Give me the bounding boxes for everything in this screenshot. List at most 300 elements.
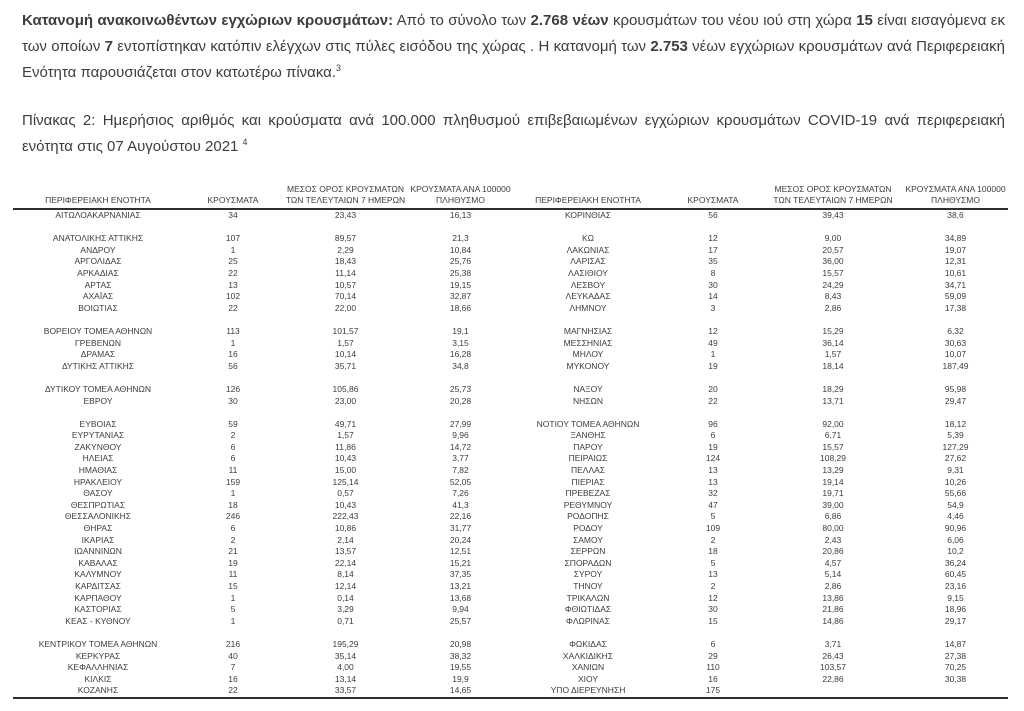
value-cell: 101,57 <box>332 325 359 336</box>
region-name-cell: ΚΕΡΚΥΡΑΣ <box>75 650 121 661</box>
value-cell: 27,38 <box>944 650 967 661</box>
value-cell: 16 <box>228 673 238 684</box>
value-cell: 34 <box>228 210 238 220</box>
value-cell: 27,99 <box>449 418 472 429</box>
value-cell: 13,71 <box>822 395 844 406</box>
value-cell: 2 <box>230 534 236 545</box>
region-name-cell: ΙΚΑΡΙΑΣ <box>81 534 115 545</box>
table-row <box>13 453 1008 465</box>
value-cell: 25,38 <box>449 267 472 278</box>
value-cell: 20,24 <box>449 534 472 545</box>
value-cell: 3,71 <box>824 638 842 649</box>
region-name-cell: ΛΕΥΚΑΔΑΣ <box>565 291 611 302</box>
value-cell: 25,73 <box>449 383 472 394</box>
region-name-cell: ΠΑΡΟΥ <box>573 441 603 452</box>
value-cell: 22 <box>228 267 238 278</box>
value-cell: 1 <box>230 337 236 348</box>
value-cell: 124 <box>705 453 721 464</box>
table-row <box>13 349 1008 361</box>
region-name-cell: ΣΥΡΟΥ <box>573 569 603 580</box>
value-cell: 127,29 <box>942 441 969 452</box>
value-cell: 6 <box>710 638 716 649</box>
value-cell: 19,1 <box>452 325 469 336</box>
region-name-cell: ΑΙΤΩΛΟΑΚΑΡΝΑΝΙΑΣ <box>55 210 141 220</box>
region-name-cell: ΣΕΡΡΩΝ <box>570 546 606 557</box>
value-cell: 222,43 <box>332 511 359 522</box>
value-cell: 19,15 <box>449 279 472 290</box>
value-cell: 23,00 <box>334 395 357 406</box>
value-cell: 54,9 <box>947 499 964 510</box>
value-cell: 1 <box>230 615 236 626</box>
table-row <box>13 338 1008 350</box>
region-name-cell: ΚΑΡΠΑΘΟΥ <box>74 592 122 603</box>
value-cell: 13,29 <box>822 465 844 476</box>
value-cell: 18,66 <box>449 302 472 313</box>
value-cell: 1 <box>230 592 236 603</box>
value-cell: 38,32 <box>449 650 472 661</box>
value-cell: 47 <box>708 499 718 510</box>
table-row <box>13 511 1008 523</box>
value-cell: 103,57 <box>820 662 846 673</box>
value-cell: 2,86 <box>824 302 842 313</box>
value-cell: 12,14 <box>334 581 357 591</box>
spacer-row <box>13 407 1008 419</box>
region-name-cell: ΞΑΝΘΗΣ <box>570 430 606 441</box>
value-cell: 4,57 <box>824 557 842 568</box>
region-name-cell: ΑΡΓΟΛΙΔΑΣ <box>74 256 122 267</box>
table-row <box>13 639 1008 651</box>
spacer-cell <box>13 372 1008 384</box>
value-cell: 14,87 <box>944 638 967 649</box>
region-name-cell: ΑΧΑΪΑΣ <box>82 291 114 302</box>
intro-paragraph <box>22 8 1005 86</box>
region-name-cell: ΖΑΚΥΝΘΟΥ <box>74 441 122 452</box>
column-header-per100k-left: ΚΡΟΥΣΜΑΤΑ ΑΝΑ 100000 ΠΛΗΘΥΣΜΟ <box>408 184 513 209</box>
column-header-region-left: ΠΕΡΙΦΕΡΕΙΑΚΗ ΕΝΟΤΗΤΑ <box>13 184 183 209</box>
region-name-cell: ΚΟΡΙΝΘΙΑΣ <box>564 210 612 220</box>
value-cell: 13,57 <box>334 546 357 557</box>
value-cell: 40 <box>228 650 238 661</box>
region-name-cell: ΥΠΟ ΔΙΕΡΕΥΝΗΣΗ <box>513 685 663 698</box>
value-cell: 15,21 <box>449 557 472 568</box>
region-name-cell: ΕΥΒΟΙΑΣ <box>79 418 117 429</box>
region-name-cell: ΧΑΛΚΙΔΙΚΗΣ <box>562 650 614 661</box>
value-cell: 113 <box>226 325 240 336</box>
value-cell: 39,00 <box>822 499 844 510</box>
value-cell: 25 <box>228 256 238 267</box>
table-row <box>13 326 1008 338</box>
value-cell: 6,32 <box>947 325 964 336</box>
value-cell: 27,62 <box>944 453 967 464</box>
value-cell: 60,45 <box>944 569 967 580</box>
value-cell: 10,61 <box>944 267 967 278</box>
table-row <box>13 419 1008 431</box>
table-row <box>13 604 1008 616</box>
region-name-cell: ΗΡΑΚΛΕΙΟΥ <box>73 476 123 487</box>
value-cell: 90,96 <box>944 523 967 534</box>
value-cell: 15,29 <box>822 325 844 336</box>
intro-text-segment: Από το σύνολο των <box>393 12 531 29</box>
region-name-cell: ΔΡΑΜΑΣ <box>80 349 116 360</box>
value-cell: 12 <box>708 325 718 336</box>
region-name-cell: ΜΕΣΣΗΝΙΑΣ <box>563 337 613 348</box>
region-name-cell: ΚΩ <box>581 233 595 244</box>
value-cell: 2 <box>230 430 236 441</box>
value-cell: 52,05 <box>449 476 472 487</box>
value-cell: 8 <box>710 267 716 278</box>
spacer-row <box>13 372 1008 384</box>
region-name-cell: ΚΟΖΑΝΗΣ <box>13 685 183 698</box>
value-cell: 6 <box>230 453 236 464</box>
region-name-cell: ΑΡΤΑΣ <box>84 279 112 290</box>
value-cell: 19,9 <box>452 673 469 684</box>
value-cell: 10,43 <box>334 453 357 464</box>
table-caption-text: Πίνακας 2: Ημερήσιος αριθμός και κρούσματα ανά 100.000 πληθυσμού επιβεβαιωμένων εγχώριων κρουσμάτων COVID-19 ανά περιφερειακή ενότητα στις 07 Αυγούστου 2021 <box>22 112 1005 155</box>
value-cell: 70,25 <box>944 662 967 673</box>
table-row <box>13 384 1008 396</box>
value-cell: 109 <box>705 523 721 534</box>
value-cell: 108,29 <box>820 453 846 464</box>
value-cell: 3,77 <box>452 453 469 464</box>
value-cell: 0,14 <box>337 592 354 603</box>
region-name-cell: ΒΟΡΕΙΟΥ ΤΟΜΕΑ ΑΘΗΝΩΝ <box>43 325 153 336</box>
value-cell: 31,77 <box>449 523 472 534</box>
value-cell: 16,13 <box>449 210 472 220</box>
value-cell: 49,71 <box>334 418 357 429</box>
value-cell: 17,38 <box>944 302 967 313</box>
value-cell: 6 <box>710 430 716 441</box>
value-cell: 20,86 <box>822 546 844 557</box>
value-cell: 36,00 <box>822 256 844 267</box>
region-name-cell: ΝΑΞΟΥ <box>573 383 603 394</box>
value-cell: 6,06 <box>947 534 964 545</box>
value-cell: 9,15 <box>947 592 964 603</box>
value-cell: 1,57 <box>824 349 842 360</box>
value-cell: 20,57 <box>822 244 844 255</box>
region-name-cell: ΑΡΚΑΔΙΑΣ <box>77 267 119 278</box>
intro-bold-segment: Κατανομή ανακοινωθέντων εγχώριων κρουσμάτων: <box>22 12 394 29</box>
value-cell: 18,14 <box>822 360 844 371</box>
region-name-cell: ΘΗΡΑΣ <box>83 523 113 534</box>
value-cell: 22,16 <box>449 511 472 522</box>
value-cell: 7,82 <box>452 465 469 476</box>
header-row <box>13 184 1008 209</box>
value-cell: 22 <box>708 395 718 406</box>
region-name-cell: ΧΑΝΙΩΝ <box>571 662 605 673</box>
value-cell: 20 <box>708 383 718 394</box>
intro-bold-segment: 15 <box>856 12 873 29</box>
value-cell: 30 <box>708 279 718 290</box>
region-name-cell: ΤΡΙΚΑΛΩΝ <box>566 592 610 603</box>
value-cell: 187,49 <box>942 360 969 371</box>
region-name-cell: ΓΡΕΒΕΝΩΝ <box>75 337 121 348</box>
region-name-cell: ΘΑΣΟΥ <box>83 488 113 499</box>
value-cell: 29,47 <box>944 395 967 406</box>
value-cell: 12 <box>708 592 718 603</box>
value-cell: 14,86 <box>822 615 844 626</box>
table-row <box>13 488 1008 500</box>
value-cell: 19,14 <box>822 476 844 487</box>
value-cell: 23,43 <box>334 210 357 220</box>
value-cell: 29,17 <box>944 615 967 626</box>
intro-bold-segment: 7 <box>104 38 114 55</box>
value-cell: 38,6 <box>947 210 964 220</box>
table-row <box>13 209 1008 222</box>
region-name-cell: ΔΥΤΙΚΟΥ ΤΟΜΕΑ ΑΘΗΝΩΝ <box>44 383 152 394</box>
value-cell: 35,14 <box>334 650 357 661</box>
region-name-cell: ΚΕΝΤΡΙΚΟΥ ΤΟΜΕΑ ΑΘΗΝΩΝ <box>38 638 158 649</box>
region-name-cell: ΠΕΙΡΑΙΩΣ <box>568 453 608 464</box>
value-cell: 9,00 <box>824 233 842 244</box>
region-name-cell: ΚΕΑΣ - ΚΥΘΝΟΥ <box>65 615 131 626</box>
table-caption <box>22 108 1005 160</box>
column-header-cases-left: ΚΡΟΥΣΜΑΤΑ <box>183 184 283 209</box>
region-name-cell: ΒΟΙΩΤΙΑΣ <box>78 302 118 313</box>
region-name-cell: ΚΕΦΑΛΛΗΝΙΑΣ <box>67 662 129 673</box>
table-row <box>13 430 1008 442</box>
table-row <box>13 569 1008 581</box>
value-cell: 3 <box>710 302 716 313</box>
region-name-cell: ΚΑΛΥΜΝΟΥ <box>74 569 122 580</box>
value-cell: 13,21 <box>449 581 472 591</box>
region-name-cell: ΛΑΚΩΝΙΑΣ <box>566 244 610 255</box>
value-cell: 11 <box>228 465 238 476</box>
value-cell: 1,57 <box>337 430 354 441</box>
value-cell: 14 <box>708 291 718 302</box>
region-name-cell: ΦΩΚΙΔΑΣ <box>569 638 607 649</box>
value-cell: 10,86 <box>334 523 357 534</box>
table-row <box>13 245 1008 257</box>
value-cell: 18,12 <box>944 418 967 429</box>
column-header-per100k-right: ΚΡΟΥΣΜΑΤΑ ΑΝΑ 100000 ΠΛΗΘΥΣΜΟ <box>903 184 1008 209</box>
value-cell: 55,66 <box>944 488 967 499</box>
spacer-cell <box>13 627 1008 639</box>
table-row <box>13 651 1008 663</box>
table-row <box>13 500 1008 512</box>
value-cell: 10,2 <box>947 546 964 557</box>
value-cell: 95,98 <box>944 383 967 394</box>
value-cell: 10,57 <box>334 279 357 290</box>
value-cell: 2 <box>710 581 716 591</box>
region-name-cell: ΚΙΛΚΙΣ <box>84 673 112 684</box>
value-cell: 34,8 <box>452 360 469 371</box>
region-name-cell: ΗΛΕΙΑΣ <box>82 453 114 464</box>
value-cell: 25,57 <box>449 615 472 626</box>
value-cell: 18 <box>228 499 238 510</box>
value-cell: 21,3 <box>452 233 469 244</box>
value-cell: 29 <box>708 650 718 661</box>
region-name-cell: ΕΥΡΥΤΑΝΙΑΣ <box>71 430 125 441</box>
value-cell: 8,43 <box>824 291 842 302</box>
value-cell: 22,00 <box>334 302 357 313</box>
value-cell: 2 <box>710 534 716 545</box>
column-header-avg7-right: ΜΕΣΟΣ ΟΡΟΣ ΚΡΟΥΣΜΑΤΩΝ ΤΩΝ ΤΕΛΕΥΤΑΙΩΝ 7 ΗΜΕΡΩΝ <box>763 184 903 209</box>
value-cell: 33,57 <box>283 685 408 698</box>
value-cell: 12,51 <box>449 546 472 557</box>
region-name-cell: ΦΛΩΡΙΝΑΣ <box>566 615 610 626</box>
value-cell: 21 <box>228 546 238 557</box>
table-row <box>13 535 1008 547</box>
value-cell: 6 <box>230 441 236 452</box>
value-cell: 12 <box>708 233 718 244</box>
value-cell: 2,14 <box>337 534 354 545</box>
region-name-cell: ΠΙΕΡΙΑΣ <box>571 476 605 487</box>
cases-table <box>13 184 1008 699</box>
value-cell: 246 <box>225 511 241 522</box>
table-row <box>13 523 1008 535</box>
value-cell: 195,29 <box>332 638 359 649</box>
region-name-cell: ΣΠΟΡΑΔΩΝ <box>564 557 612 568</box>
value-cell: 30 <box>708 604 718 615</box>
table-row <box>13 685 1008 698</box>
spacer-row <box>13 627 1008 639</box>
value-cell: 5,39 <box>947 430 964 441</box>
value-cell: 59,09 <box>944 291 967 302</box>
value-cell: 24,29 <box>822 279 844 290</box>
value-cell: 39,43 <box>822 210 844 220</box>
value-cell: 56 <box>708 210 718 220</box>
value-cell: 32 <box>708 488 718 499</box>
intro-text-segment: εντοπίστηκαν κατόπιν ελέγχων στις πύλες εισόδου της χώρας . Η κατανομή των <box>113 38 651 55</box>
table-row <box>13 442 1008 454</box>
column-header-cases-right: ΚΡΟΥΣΜΑΤΑ <box>663 184 763 209</box>
region-name-cell: ΚΑΣΤΟΡΙΑΣ <box>74 604 122 615</box>
intro-footnote-ref: 3 <box>336 63 342 73</box>
value-cell: 12,31 <box>944 256 967 267</box>
value-cell: 107 <box>225 233 241 244</box>
value-cell: 3,29 <box>337 604 354 615</box>
value-cell: 9,94 <box>452 604 469 615</box>
value-cell: 15 <box>708 615 718 626</box>
region-name-cell: ΚΑΡΔΙΤΣΑΣ <box>75 581 121 591</box>
value-cell: 17 <box>708 244 718 255</box>
region-name-cell: ΣΑΜΟΥ <box>572 534 603 545</box>
value-cell: 11,14 <box>335 267 356 278</box>
table-row <box>13 280 1008 292</box>
value-cell: 10,26 <box>944 476 967 487</box>
table-row <box>13 581 1008 593</box>
region-name-cell: ΗΜΑΘΙΑΣ <box>78 465 118 476</box>
region-name-cell: ΘΕΣΠΡΩΤΙΑΣ <box>70 499 126 510</box>
region-name-cell: ΠΡΕΒΕΖΑΣ <box>565 488 611 499</box>
table-row <box>13 256 1008 268</box>
region-name-cell: ΠΕΛΛΑΣ <box>570 465 606 476</box>
value-cell: 6 <box>230 523 236 534</box>
value-cell: 80,00 <box>822 523 844 534</box>
value-cell: 9,31 <box>947 465 964 476</box>
value-cell: 13 <box>708 569 718 580</box>
value-cell: 13 <box>228 279 238 290</box>
value-cell: 35,71 <box>334 360 357 371</box>
column-header-region-right: ΠΕΡΙΦΕΡΕΙΑΚΗ ΕΝΟΤΗΤΑ <box>513 184 663 209</box>
value-cell: 37,35 <box>449 569 472 580</box>
value-cell: 18,43 <box>334 256 357 267</box>
value-cell: 13,14 <box>334 673 357 684</box>
region-name-cell: ΝΟΤΙΟΥ ΤΟΜΕΑ ΑΘΗΝΩΝ <box>536 418 640 429</box>
value-cell: 41,3 <box>452 499 469 510</box>
value-cell: 30,38 <box>944 673 967 684</box>
region-name-cell: ΦΘΙΩΤΙΔΑΣ <box>564 604 612 615</box>
value-cell: 15,57 <box>822 267 844 278</box>
value-cell: 16,28 <box>449 349 472 360</box>
table-row <box>13 558 1008 570</box>
value-cell: 15,00 <box>334 465 357 476</box>
value-cell: 110 <box>706 662 720 673</box>
region-name-cell: ΜΑΓΝΗΣΙΑΣ <box>563 325 613 336</box>
value-cell: 13,86 <box>822 592 844 603</box>
value-cell: 18,96 <box>944 604 967 615</box>
value-cell: 10,84 <box>449 244 472 255</box>
table-row <box>13 662 1008 674</box>
value-cell: 15 <box>228 581 238 591</box>
value-cell: 14,65 <box>408 685 513 698</box>
value-cell: 14,72 <box>449 441 472 452</box>
table-row <box>13 291 1008 303</box>
table-row <box>13 477 1008 489</box>
spacer-row <box>13 314 1008 326</box>
value-cell: 22,14 <box>334 557 357 568</box>
value-cell: 216 <box>225 638 241 649</box>
region-name-cell: ΧΙΟΥ <box>577 673 599 684</box>
table-row <box>13 465 1008 477</box>
value-cell: 6,71 <box>824 430 842 441</box>
region-name-cell: ΕΒΡΟΥ <box>83 395 113 406</box>
value-cell: 36,24 <box>944 557 967 568</box>
value-cell: 13 <box>708 476 718 487</box>
value-cell: 18 <box>708 546 718 557</box>
spacer-row <box>13 222 1008 234</box>
value-cell: 32,87 <box>449 291 472 302</box>
value-cell: 175 <box>663 685 763 698</box>
value-cell: 8,14 <box>337 569 354 580</box>
region-name-cell: ΛΕΣΒΟΥ <box>570 279 606 290</box>
value-cell: 0,71 <box>337 615 354 626</box>
table-row <box>13 268 1008 280</box>
value-cell: 19 <box>708 360 718 371</box>
document-page <box>0 8 1024 711</box>
value-cell: 21,86 <box>822 604 844 615</box>
table-row <box>13 674 1008 686</box>
value-cell: 20,98 <box>449 638 472 649</box>
value-cell: 13,68 <box>449 592 472 603</box>
intro-text-segment: κρουσμάτων του νέου ιού στη χώρα <box>608 12 857 29</box>
column-header-avg7-left: ΜΕΣΟΣ ΟΡΟΣ ΚΡΟΥΣΜΑΤΩΝ ΤΩΝ ΤΕΛΕΥΤΑΙΩΝ 7 ΗΜΕΡΩΝ <box>283 184 408 209</box>
value-cell: 13 <box>708 465 718 476</box>
value-cell: 34,89 <box>944 233 967 244</box>
value-cell: 105,86 <box>332 383 359 394</box>
region-name-cell: ΙΩΑΝΝΙΝΩΝ <box>74 546 122 557</box>
spacer-cell <box>13 407 1008 419</box>
value-cell: 19,71 <box>822 488 844 499</box>
value-cell: 19,55 <box>449 662 472 673</box>
region-name-cell: ΡΟΔΟΠΗΣ <box>567 511 609 522</box>
region-name-cell: ΜΥΚΟΝΟΥ <box>566 360 610 371</box>
region-name-cell: ΛΗΜΝΟΥ <box>569 302 607 313</box>
table-body <box>13 209 1008 698</box>
value-cell: 125,14 <box>332 476 359 487</box>
value-cell: 19,07 <box>944 244 967 255</box>
region-name-cell: ΑΝΑΤΟΛΙΚΗΣ ΑΤΤΙΚΗΣ <box>52 233 144 244</box>
value-cell: 22 <box>228 302 238 313</box>
value-cell: 30 <box>228 395 238 406</box>
region-name-cell: ΛΑΣΙΘΙΟΥ <box>568 267 608 278</box>
value-cell: 126 <box>225 383 241 394</box>
value-cell: 96 <box>708 418 718 429</box>
region-name-cell: ΛΑΡΙΣΑΣ <box>570 256 606 267</box>
value-cell: 102 <box>225 291 241 302</box>
value-cell: 0,57 <box>337 488 354 499</box>
value-cell: 9,96 <box>452 430 469 441</box>
